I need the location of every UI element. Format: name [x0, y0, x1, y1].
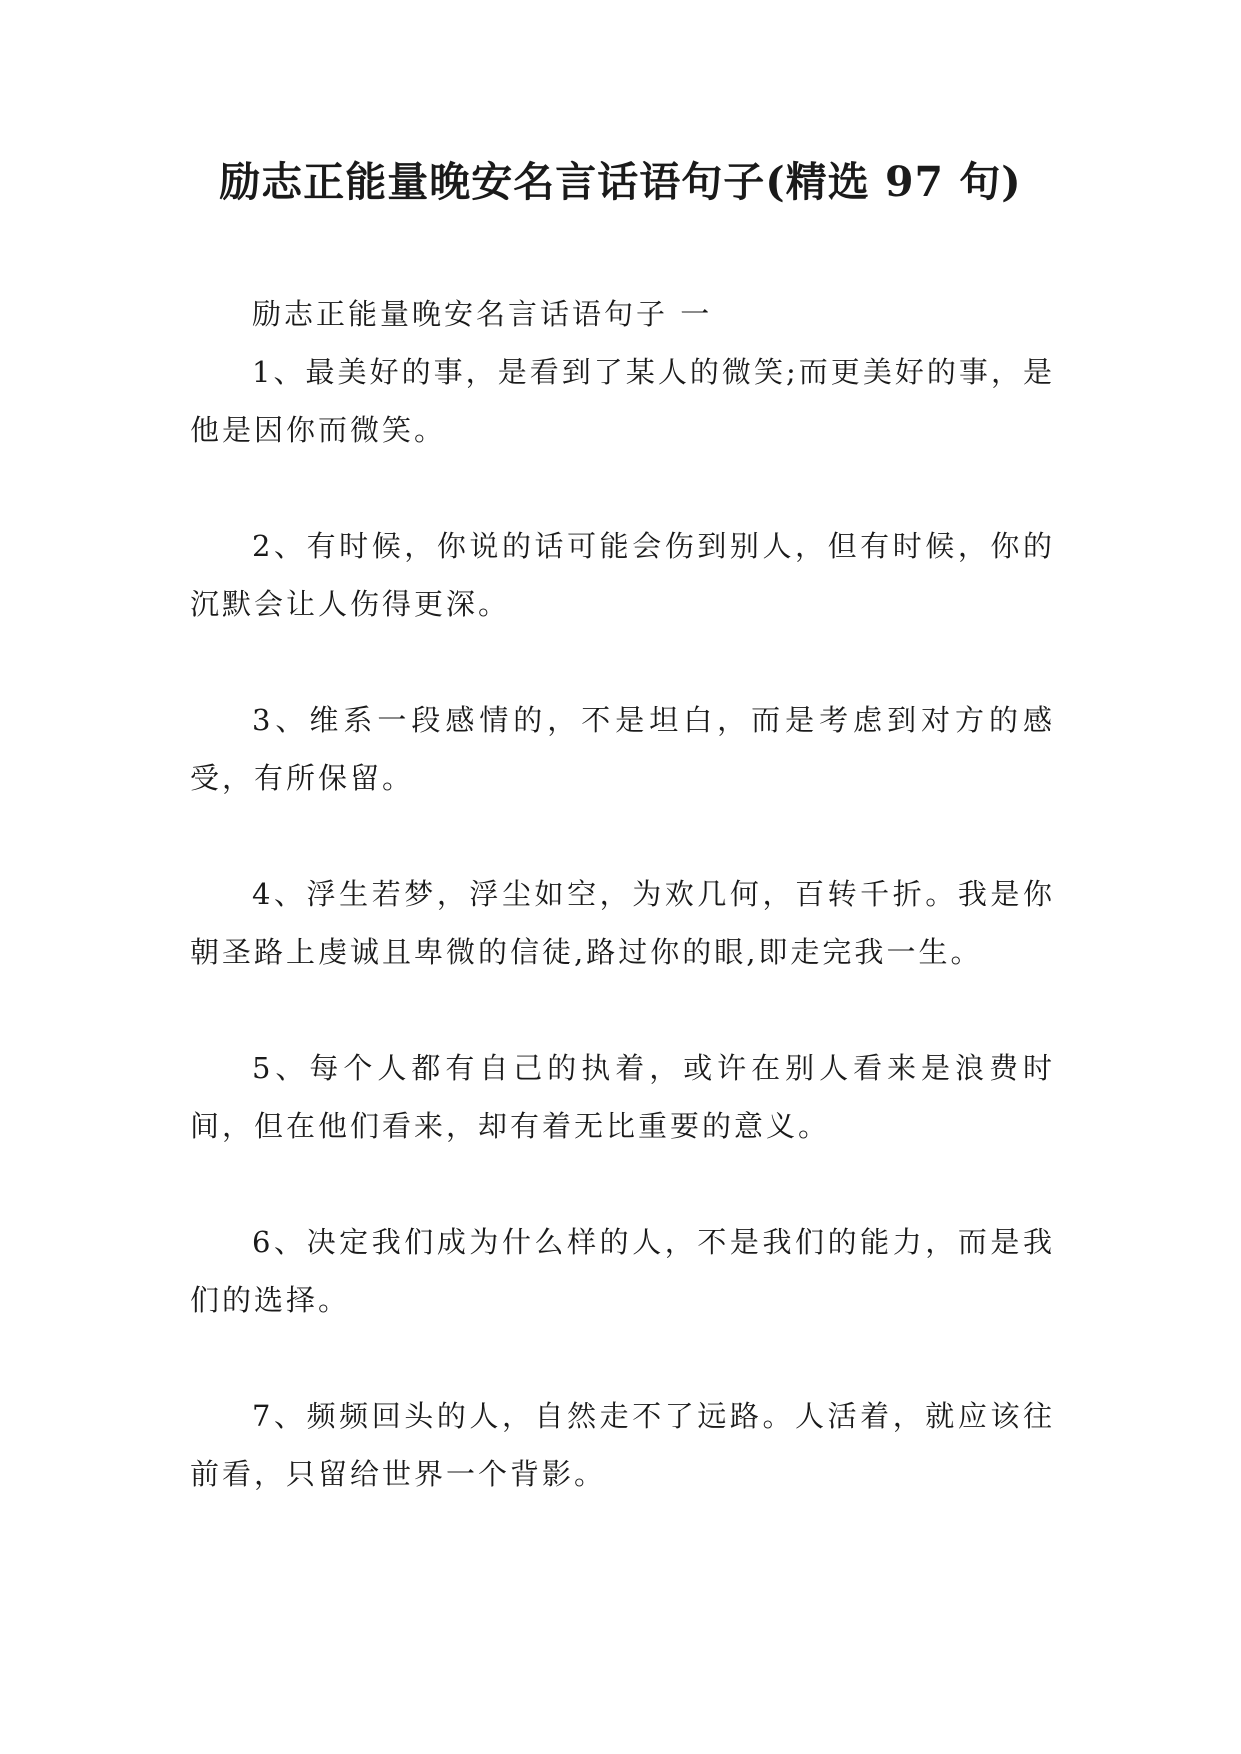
document-body [190, 285, 1055, 1561]
quote-paragraph: 5、每个人都有自己的执着，或许在别人看来是浪费时间，但在他们看来，却有着无比重要的意义。 [190, 1051, 1055, 1143]
quote-paragraph: 1、最美好的事，是看到了某人的微笑;而更美好的事，是他是因你而微笑。 [190, 355, 1055, 447]
document-title: 励志正能量晚安名言话语句子(精选 97 句) [219, 158, 1022, 206]
quote-paragraph: 4、浮生若梦，浮尘如空，为欢几何，百转千折。我是你朝圣路上虔诚且卑微的信徒,路过你的眼,即走完我一生。 [190, 877, 1055, 969]
quote-paragraph: 6、决定我们成为什么样的人，不是我们的能力，而是我们的选择。 [190, 1225, 1055, 1317]
quote-paragraph: 7、频频回头的人，自然走不了远路。人活着，就应该往前看，只留给世界一个背影。 [190, 1399, 1055, 1491]
quote-paragraph: 3、维系一段感情的，不是坦白，而是考虑到对方的感受，有所保留。 [190, 703, 1055, 795]
section-heading: 励志正能量晚安名言话语句子 一 [252, 297, 713, 331]
quote-paragraph: 2、有时候，你说的话可能会伤到别人，但有时候，你的沉默会让人伤得更深。 [190, 529, 1055, 621]
